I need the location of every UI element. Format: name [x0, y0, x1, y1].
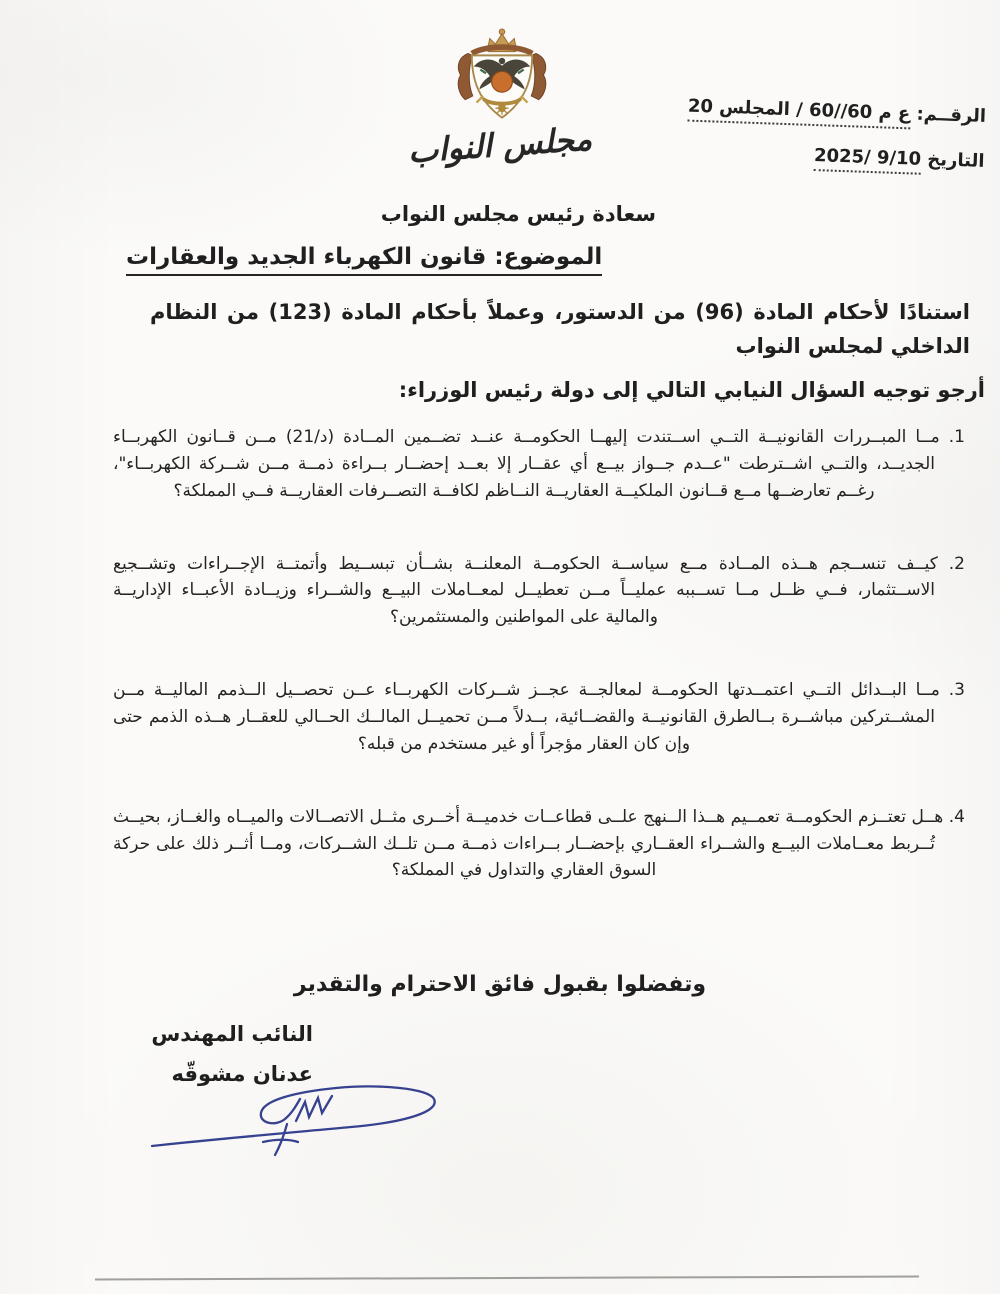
date-label: التاريخ [926, 148, 985, 172]
footer-rule [95, 1276, 919, 1281]
request-line: أرجو توجيه السؤال النيابي التالي إلى دولة رئيس الوزراء: [398, 378, 985, 402]
question-item-3: 3. مــا البــدائل التــي اعتمــدتها الحكومــة لمعالجــة عجــز شــركات الكهربــاء عــن تحصــيل الــذمم الماليــة مــن المشــتركين مباشــرة بــالطرق القانونيــة والقضــائية، بــدلاً مــن تحميــل المالــك الحــالي للعقــار هــذه الذمم حتى وإن كان العقار مؤجراً أو غير مستخدم من قبله؟ [113, 680, 965, 754]
signer-name: عدنان مشوقّه [171, 1062, 313, 1086]
subject-line [126, 244, 602, 270]
question-item-2: 2. كيــف تنســجم هــذه المــادة مــع سياســة الحكومــة المعلنــة بشــأن تبســيط وأتمتــة الإجــراءات وتشــجيع الاســتثمار، فــي ظــل مــا تســببه عمليــاً مــن تعطيــل لمعــاملات البيــع والشــراء وزيــادة الأعبــاء الإداريــة والمالية على المواطنين والمستثمرين؟ [113, 553, 965, 628]
subject-text: الموضوع: قانون الكهرباء الجديد والعقارات [126, 244, 602, 276]
signer-title: النائب المهندس [151, 1022, 313, 1046]
org-calligraphy: مجلس النواب [406, 119, 594, 171]
jordan-coat-of-arms-icon [436, 26, 568, 130]
handwritten-signature [146, 1082, 448, 1164]
question-item-1: 1. مــا المبــررات القانونيــة التــي اســتندت إليهــا الحكومــة عنــد تضــمين المــادة (د/21) مــن قــانون الكهربــاء الجديــد، والتــي اشــترطت "عــدم جــواز بيــع أي عقــار إلا بعــد إحضــار بــراءة ذمــة مــن شــركة الكهربــاء"، رغــم تعارضــها مــع قــانون الملكيــة العقاريــة النــاظم لكافــة التصــرفات العقاريــة فــي المملكة؟ [113, 427, 965, 501]
question-item-4: 4. هــل تعتــزم الحكومــة تعمــيم هــذا الــنهج علــى قطاعــات خدميــة أخــرى مثــل الاتصــالات والميــاه والغــاز، بحيــث تُــربط معــاملات البيــع والشــراء العقــاري بإحضــار بــراءات ذمــة مــن تلــك الشــركات، ومــا أثــر ذلك على حركة السوق العقاري والتداول في المملكة؟ [113, 806, 965, 881]
date-value: 2025/ 9/10 [813, 145, 921, 175]
closing-line: وتفضلوا بقبول فائق الاحترام والتقدير [293, 972, 707, 997]
salutation: سعادة رئيس مجلس النواب [380, 202, 656, 226]
questions-list [113, 424, 965, 930]
legal-basis-paragraph: استنادًا لأحكام المادة (96) من الدستور، وعملاً بأحكام المادة (123) من النظام الداخلي لمجلس النواب [150, 300, 970, 358]
reference-number-value: ع م 60//60 / المجلس 20 [687, 96, 910, 130]
reference-block [686, 95, 987, 172]
reference-number-label: الرقــم: [915, 103, 987, 127]
date-line [686, 143, 985, 171]
